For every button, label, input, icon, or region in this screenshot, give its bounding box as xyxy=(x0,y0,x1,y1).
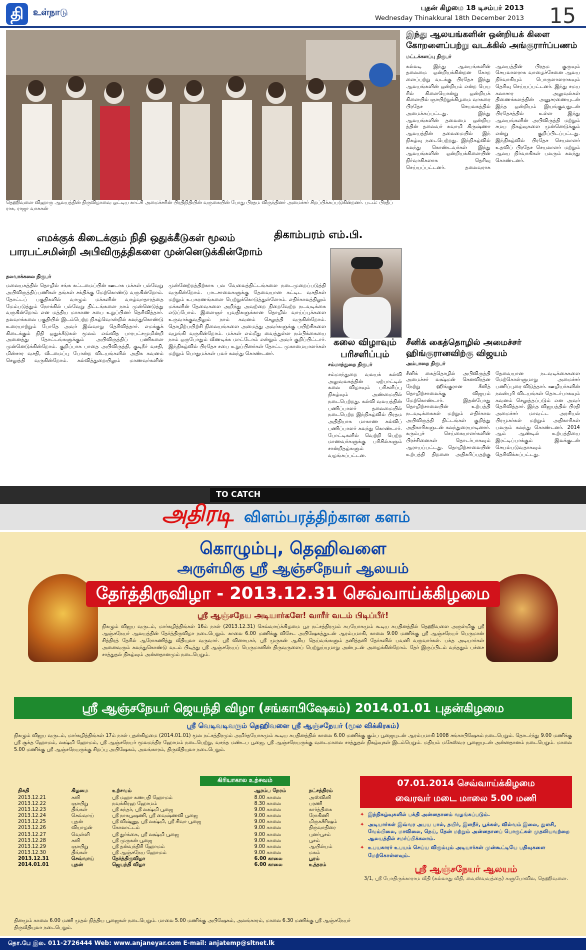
temple-signature: ஸ்ரீ ஆஞ்சநேயர் ஆலயம் xyxy=(414,864,518,875)
news-photo xyxy=(6,30,400,200)
article-headline: சீனிக் கைத்தொழில் அமைச்சர் ஹிங்குரானவிற்கு விஜயம் xyxy=(406,338,522,359)
schedule-title: கிரியாகால உற்சவம் xyxy=(200,776,290,786)
cell: 9.00 காலை xyxy=(254,825,282,832)
notice-list xyxy=(360,812,572,860)
section-title: உள்நாடு xyxy=(33,8,68,18)
article-byline: அம்பாறை நிருபர் xyxy=(406,362,446,368)
schedule-table xyxy=(16,788,356,868)
crowd-photo-illustration xyxy=(6,30,400,200)
article-byline: சம்மாந்துறை நிருபர் xyxy=(328,363,373,369)
cell: 2013.12.26 xyxy=(18,825,47,832)
vairavar-box xyxy=(360,776,572,930)
article-sugar-minister xyxy=(406,338,580,484)
cell: செவ்வாய் xyxy=(71,856,95,862)
ad-paragraph-jayanthi: நிகழும் விஜய வருடம், மார்கழித்திங்கள் 17ம் நாள் புதன்கிழமை (2014.01.01) மூல நட்சத்திரமும் அமிர்தயோகமும் கூடிய சுபதினத்தில் காலை 6.00 மணிக்கு கும்ப பூஜையுடன் ஆரம்பமாகி 1008 சங்காபிஷேகம் நடைபெறும். தொடர்ந்து 9.00 மணிக்கு ஸ்ரீ சூக்த ஹோமம், லக்ஷ்மி ஹோமம், ஸ்ரீ ஆஞ்சநேயர் மூலமந்திர ஹோமம் நடைபெற்று, வசந்த மண்டப பூஜை, ஸ்ரீ ஆஞ்சநேயருக்கு வடைமாலை சாத்துதல் நிகழ்வுகள் இடம்பெறும். மதியம் மகேஸ்வர பூஜையுடன் அன்னதானம் நடைபெறும். மாலை 5.00 மணிக்கு ஸ்ரீ ஆஞ்சநேயருக்கு சிறப்பு அபிஷேகம், அலங்காரம், திருவீதியுலா நடைபெறும். xyxy=(14,733,572,754)
article-headline-funds: எமக்குக் கிடைக்கும் நிதி ஒதுக்கீடுகள் மூலம் பாரபட்சமின்றி அபிவிருத்திகளை முன்னெடுக்கின்றோம் xyxy=(9,233,263,258)
date-tamil: புதன் கிழமை 18 டிசம்பர் 2013 xyxy=(420,4,524,12)
cell: ஆயில்யம் xyxy=(308,843,333,850)
festival-schedule xyxy=(16,788,356,868)
cell: 8.30 காலை xyxy=(254,800,282,807)
cell: ஞாயிறு xyxy=(71,843,89,850)
mp-name-label: திகாம்பரம் எம்.பி. xyxy=(274,229,363,241)
schedule-header: நட்சத்திரம் xyxy=(308,788,333,794)
schedule-header: ஆரம்ப நேரம் xyxy=(254,788,286,794)
cell: புனர்பூசம் xyxy=(308,831,331,838)
mp-portrait xyxy=(330,248,402,338)
cell: திங்கள் xyxy=(71,849,88,856)
cell: 2014.01.01 xyxy=(18,862,49,869)
portrait-illustration xyxy=(331,249,403,339)
article-headline: கலை விழாவும் பரிசளிப்பும் xyxy=(333,338,397,360)
list-item: ✦ இந்நிகழ்வுகளில் பக்தி அன்னதானம் வழங்கப்படும். xyxy=(360,812,572,819)
vairavar-time: வைரவர் மடை மாலை 5.00 மணி xyxy=(360,792,572,808)
cell: கோலாட்டம் xyxy=(112,825,140,832)
cell: ஸ்ரீ விஷ்ணு, ஸ்ரீ லக்ஷ்மி, ஸ்ரீ சிவா பூஜை xyxy=(112,819,202,826)
cell: புதன் xyxy=(71,862,83,869)
article-development-funds xyxy=(6,274,326,484)
cell: மிருகசீரிஷம் xyxy=(308,819,338,826)
ad-footer-contact: தொ.பே இல. 011-2726444 Web: www.anjaneyar.com E-mail: anjatemp@sltnet.lk xyxy=(0,938,586,950)
cell: பூசம் xyxy=(308,837,320,844)
schedule-header: உற்சவம் xyxy=(112,788,132,794)
article-body: சீனிக் கைத்தொழில் அபிவிருத்தி அமைச்சர் லக்ஷ்மன் செனவிரத்ன நேற்று ஹிங்குரான சீனித் தொழிற்சாலைக்கு விஜயம் மேற்கொண்டார். இதன்போது தொழிற்சாலையின் உற்பத்தி நடவடிக்கைகள் மற்றும் எதிர்கால அபிவிருத்தி திட்டங்கள் குறித்து அதிகாரிகளுடன் கலந்துரையாடினார். கரும்புச் செய்கையாளர்களின் பிரச்சினைகள் தொடர்பாகவும் ஆராயப்பட்டது. தொழிற்சாலையின் உற்பத்தி திறனை அதிகரிப்பதற்கு தேவையான நடவடிக்கைகளை மேற்கொள்ளுமாறு அமைச்சர் பணிப்புரை விடுத்தார். ஊழியர்களின் நலன்புரி விடயங்கள் தொடர்பாகவும் கவனம் செலுத்தப்படும் என அவர் தெரிவித்தார். இந்த விஜயத்தில் பிரதி அமைச்சர் மாவட்ட அரசியல் பிரமுகர்கள் மற்றும் அதிகாரிகள் பலரும் கலந்து கொண்டனர். 2014 ஆம் ஆண்டில் உற்பத்தியை இரட்டிப்பாக்கும் இலக்குடன் செயல்படுவதாகவும் தெரிவிக்கப்பட்டது. xyxy=(406,370,580,458)
thinakkural-logo: தி xyxy=(6,3,28,25)
cell: 6.00 காலை xyxy=(254,856,283,862)
temple-advertisement xyxy=(0,532,586,936)
table-row xyxy=(16,862,356,868)
cell: பூரம் xyxy=(308,856,320,862)
article-hindu-temples-union xyxy=(406,30,580,332)
cell: 9.00 காலை xyxy=(254,807,282,813)
cell: ஸ்ரீ மஹா கணபதி ஹோமம் xyxy=(112,794,173,801)
cell: ஞாயிறு xyxy=(71,800,89,807)
page-header xyxy=(0,0,586,28)
cell: நவக்கிரஹ ஹோமம் xyxy=(112,800,158,807)
cell: 2013.12.22 xyxy=(18,800,47,807)
ad-daily-note: தினமும் காலை 6.00 மணி முதல் நித்திய பூஜைகள் நடைபெறும். மாலை 5.00 மணிக்கு அபிஷேகம், அலங்காரம், மாலை 6.30 மணிக்கு ஸ்ரீ ஆஞ்சநேயர் திருவீதியுலா நடைபெறும். xyxy=(14,918,351,932)
ad-banner-strip xyxy=(0,504,586,530)
cell: 2013.12.31 xyxy=(18,856,49,862)
article-body: சம்மாந்துறை வலயக் கல்வி அலுவலகத்தின் ஏற்பாட்டில் கலை விழாவும் பரிசளிப்பு நிகழ்வும் அண்மையில் நடைபெற்றது. கல்வி வலயத்தின் பணிப்பாளர் தலைமையில் நடைபெற்ற இந்நிகழ்வில் பிரதம அதிதியாக மாகாண கல்விப் பணிப்பாளர் கலந்து கொண்டார். போட்டிகளில் வெற்றி பெற்ற மாணவர்களுக்கு பரிசில்களும் சான்றிதழ்களும் வழங்கப்பட்டன. xyxy=(328,371,402,459)
cell: 2013.12.21 xyxy=(18,794,47,801)
cell: திங்கள் xyxy=(71,807,88,813)
list-item: ✦ உபயகாரர் உபயம் செய்ய விரும்பும் அடியார்கள் முன்கூட்டியே பதிவுகளை மேற்கொள்ளவும். xyxy=(360,845,572,860)
cell: ஸ்ரீ ஆஞ்சநேய ஹோமம் xyxy=(112,849,167,856)
cell: சனி xyxy=(71,794,80,801)
cell: ஸ்ரீ நாகபூஷணி, ஸ்ரீ வைஷ்ணவி பூஜை xyxy=(112,813,198,820)
cell: மகம் xyxy=(308,849,320,856)
ad-place: கொழும்பு, தெஹிவளை xyxy=(199,539,387,559)
cell: 9.00 காலை xyxy=(254,819,282,826)
cell: கார்த்திகை xyxy=(308,807,333,813)
cell: 9.00 காலை xyxy=(254,813,282,820)
cell: 9.00 காலை xyxy=(254,837,282,844)
cell: 2013.12.25 xyxy=(18,819,47,826)
ad-invitation: ஸ்ரீ ஆஞ்சநேய அடியார்களே! வாரீர் வடம் பிடிப்பீர்! xyxy=(197,611,389,620)
ad-jayanthi-subtitle: ஸ்ரீ வெடிவடிவரும் தெஹிவளை ஸ்ரீ ஆஞ்சநேயர் (மூல விக்கிரகம்) xyxy=(186,722,400,730)
cell: ஸ்ரீ தன்வந்திரி ஹோமம் xyxy=(112,843,165,850)
cell: 2013.12.30 xyxy=(18,849,47,856)
temple-address: 3/1, ஸ்ரீ போதிருக்காராம வீதி (கல்லாது வீதி, வைஸ்வவத்தை) களுபோவில, தெஹிவளை. xyxy=(363,876,569,883)
article-body: கல்லடி இந்து ஆலயங்களின் தலைமை ஒன்றியக்கின்றன கோற ளைப்பற்று வடக்கு பிரதேச இந்து ஆலயங்களின் ஒன்றியம் என்ற பெய ரில் கிளையொன்று ஒன்றியக் கிளையில் ஞாயிற்றுக்கிழமை வாகரை பிரதேச செயலகத்தில் அமைக்கப்பட்டது. இந்து ஆலயங்களின் தலைமை ஒன்றிய த்தின் தலைவர் சுவாமி கிருஷ்ணா ஆலயத்தின் தலைமையில் இந் நிகழ்வு நடைபெற்றது. இந்நிகழ்வில் கலந்து கொண்டவர்கள் இந்து ஆலயங்களின் ஒன்றியக்கிளையின் நிர்வாகிகளாக தெரிவு செய்யப்பட்டனர். தலைவராக ஆலயத்தின் பிரதம குருவும் செயலாளராக வாழைச்சேனை ஆலய நிர்வாகியும் பொருளாளராகவும் தெரிவு செய்யப்பட்டனர். இந்து சமய கலாசார அலுவல்கள் திணைக்களத்தின் அனுசரணையுடன் இந்த ஒன்றியம் இயங்குவதுடன் பிரதேசத்தில் உள்ள இந்து ஆலயங்களின் அபிவிருத்தி மற்றும் சமய நிகழ்வுகளை முன்னெடுக்கும் என்று குறிப்பிடப்பட்டது. இந்நிகழ்வில் பிரதேச செயலாளர் உதவிப் பிரதேச செயலாளர் மற்றும் ஆலய நிர்வாகிகள் பலரும் கலந்து கொண்டனர். xyxy=(406,63,580,171)
cell: ஸ்ரீ கந்தர், ஸ்ரீ லக்ஷ்மி பூஜை xyxy=(112,807,174,813)
cell: 2013.12.27 xyxy=(18,831,47,838)
cell: பரணி xyxy=(308,800,323,807)
ad-temple-name: அருள்மிகு ஸ்ரீ ஆஞ்சநேயர் ஆலயம் xyxy=(177,561,409,577)
cell: தேர்த்திருவிழா xyxy=(112,856,146,862)
ad-paragraph-chariot: நிகழும் விஜய வருடம், மார்கழித்திங்கள் 16ம் நாள் (2013.12.31) செவ்வாய்க்கிழமை பூர நட்சத்திரமும் சுபயோகமும் கூடிய சுபதினத்தில் தெஹிவளை அருள்மிகு ஸ்ரீ ஆஞ்சநேயர் ஆலயத்தின் தேர்த்திருவிழா நடைபெறும். காலை 6.00 மணிக்கு விசேட அபிஷேகத்துடன் ஆரம்பமாகி, காலை 9.00 மணிக்கு ஸ்ரீ ஆஞ்சநேயர் பெருமான் சித்திரத் தேரில் ஆரோகணித்து வீதியுலா வருவார். ஸ்ரீ வினாயகர், ஸ்ரீ முருகன் ஆகிய தெய்வங்களும் தனித்தனி தேர்களில் பவனி வருவார்கள். பக்த அடியார்கள் அனைவரும் கலந்துகொண்டு வடம் பிடித்து ஸ்ரீ ஆஞ்சநேயப் பெருமானின் திருவருளைப் பெற்றுய்யுமாறு அன்புடன் அழைக்கின்றோம். தேர் இருப்பிடம் வந்ததும் பச்சை சாத்துதல் நிகழ்வும் அன்னதானமும் நடைபெறும். xyxy=(102,624,484,659)
photo-caption: தெஹிவளை விஹாரு ஆலயத்தின் திருவிழாவை ஓட்டிய காட்சி அமைச்சரின் பிரதிநிதியின் வருகையின் போது பிரதம விருந்தினர் அமைச்சர் சிறப்பிக்கப்படுகின்றனர். படம்: பிரதீப் ராசு, ராஜா வாசுகன் xyxy=(6,201,393,213)
article-byline: மட்டக்களப்பு நிருபர் xyxy=(406,55,452,61)
cell: திருவாதிரை xyxy=(308,825,336,832)
ad-brand: அதிரடி xyxy=(162,502,234,527)
cell: 2013.12.28 xyxy=(18,837,47,844)
article-body: மலையகத்தில் தொழில் சங்க கட்டமைப்பின் ஊடாக மக்கள் பல்வேறு அபிவிருத்திப்பணிகள் தங்கள் சக்திக்கு மேற்கொண்டு வருகின்றோம். தோட்டப் பகுதிகளில் வாழும் மக்களின் வாழ்வாதாரத்தை மேம்படுத்தும் நோக்கில் பல்வேறு திட்டங்களை நாம் முன்னெடுத்து வருகின்றோம் என மத்திய மாகாண சபை உறுப்பினர் தெரிவித்தார். தலவாக்கலை பகுதியில் இடம்பெற்ற நிகழ்வொன்றில் கலந்துகொண்டு உரையாற்றும் போதே அவர் இவ்வாறு தெரிவித்தார். எமக்குக் கிடைக்கும் நிதி ஒதுக்கீடுகள் மூலம் எவ்வித பாரபட்சமுமின்றி அனைத்து தோட்டங்களுக்கும் அபிவிருத்திப் பணிகளை முன்னெடுக்கின்றோம். குறிப்பாக பாதை அபிவிருத்தி, குடிநீர் வசதி, மின்சார வசதி, வீடமைப்பு போன்ற விடயங்களில் அதிக கவனம் செலுத்தி வருகின்றோம். கல்வித்துறையிலும் மாணவர்களின் முன்னேற்றத்திற்காக பல வேலைத்திட்டங்களை நடைமுறைப்படுத்தி வருகின்றோம். பாடசாலைகளுக்கு தேவையான கட்டிட வசதிகள் மற்றும் உபகரணங்களை பெற்றுக்கொடுத்துள்ளோம். எதிர்காலத்திலும் மக்களின் தேவைகளை அறிந்து அவற்றை நிறைவேற்ற நடவடிக்கை எடுப்போம். இளைஞர் யுவதிகளுக்கான தொழில் வாய்ப்புக்களை உருவாக்குவதிலும் நாம் கவனம் செலுத்தி வருகின்றோம். தொழிற்பயிற்சி நிலையங்களை அமைத்து அவர்களுக்கு பயிற்சிகளை வழங்கி வருகின்றோம். மக்கள் எம்மீது வைத்துள்ள நம்பிக்கையை நாம் ஒருபோதும் வீணடிக்க மாட்டோம் என்றும் அவர் குறிப்பிட்டார். இந்நிகழ்வில் பிரதேச சபை உறுப்பினர்கள் தோட்ட முகாமையாளர்கள் மற்றும் பொதுமக்கள் பலர் கலந்து கொண்டனர். xyxy=(6,283,326,364)
cell: ரோகிணி xyxy=(308,813,329,820)
cell: அஸ்வினி xyxy=(308,794,331,801)
ad-jayanthi-banner: ஸ்ரீ ஆஞ்சநேயர் ஜெயந்தி விழா (சங்காபிஷேகம்) 2014.01.01 புதன்கிழமை xyxy=(14,697,572,719)
cell: ஸ்ரீ முருகன் பூஜை xyxy=(112,837,153,844)
cell: சனி xyxy=(71,837,80,844)
page-number: 15 xyxy=(549,4,576,28)
ad-chariot-festival-banner: தேர்த்திருவிழா - 2013.12.31 செவ்வாய்க்கிழமை xyxy=(86,581,500,607)
cell: ஸ்ரீ துர்க்கை, ஸ்ரீ லக்ஷ்மி பூஜை xyxy=(112,831,179,838)
schedule-header: கிழமை xyxy=(71,788,89,794)
hoarding-text: TO CATCH xyxy=(210,488,370,502)
vairavar-date: 07.01.2014 செவ்வாய்க்கிழமை xyxy=(360,776,572,792)
article-byline: தலவாக்கலை நிருபர் xyxy=(6,275,52,280)
cell: 8.00 காலை xyxy=(254,794,282,801)
cell: 9.00 காலை xyxy=(254,843,282,850)
article-arts-festival xyxy=(328,338,402,484)
cell: 2013.12.24 xyxy=(18,813,47,820)
cell: 2013.12.29 xyxy=(18,843,47,850)
ad-brand-tagline: விளம்பரத்திற்கான களம் xyxy=(244,508,411,526)
cell: 9.00 காலை xyxy=(254,831,282,838)
cell: வெள்ளி xyxy=(71,831,90,838)
list-item: ✦ அடியார்கள் இவ்வர அபய பால், தயிர், இளநீர், பூக்கள், வில்வம் இலை, துளசி, வேம்பிலை, மாவிலை, நெய், தேன் மற்றும் அன்னதானப் பொருட்கள் முதலியவற்றை ஆலயத்தில் சமர்ப்பிக்கலாம். xyxy=(360,822,572,844)
cell: 6.00 காலை xyxy=(254,862,283,869)
cell: புதன் xyxy=(71,819,83,826)
cell: உத்தரம் xyxy=(308,862,327,869)
date-english: Wednesday Thinakkural 18th December 2013 xyxy=(375,14,524,22)
cell: ஜெயந்தி விழா xyxy=(112,862,146,869)
cell: செவ்வாய் xyxy=(71,813,95,820)
schedule-header: திகதி xyxy=(18,788,30,794)
article-headline: இந்து ஆலயங்களின் ஒன்றியக் கிளை கோறளைப்பற்று வடக்கில் அங்குரார்ப்பணம் xyxy=(406,30,578,51)
cell: வியாழன் xyxy=(71,825,93,832)
cell: 2013.12.23 xyxy=(18,807,47,813)
cell: 9.00 காலை xyxy=(254,849,282,856)
